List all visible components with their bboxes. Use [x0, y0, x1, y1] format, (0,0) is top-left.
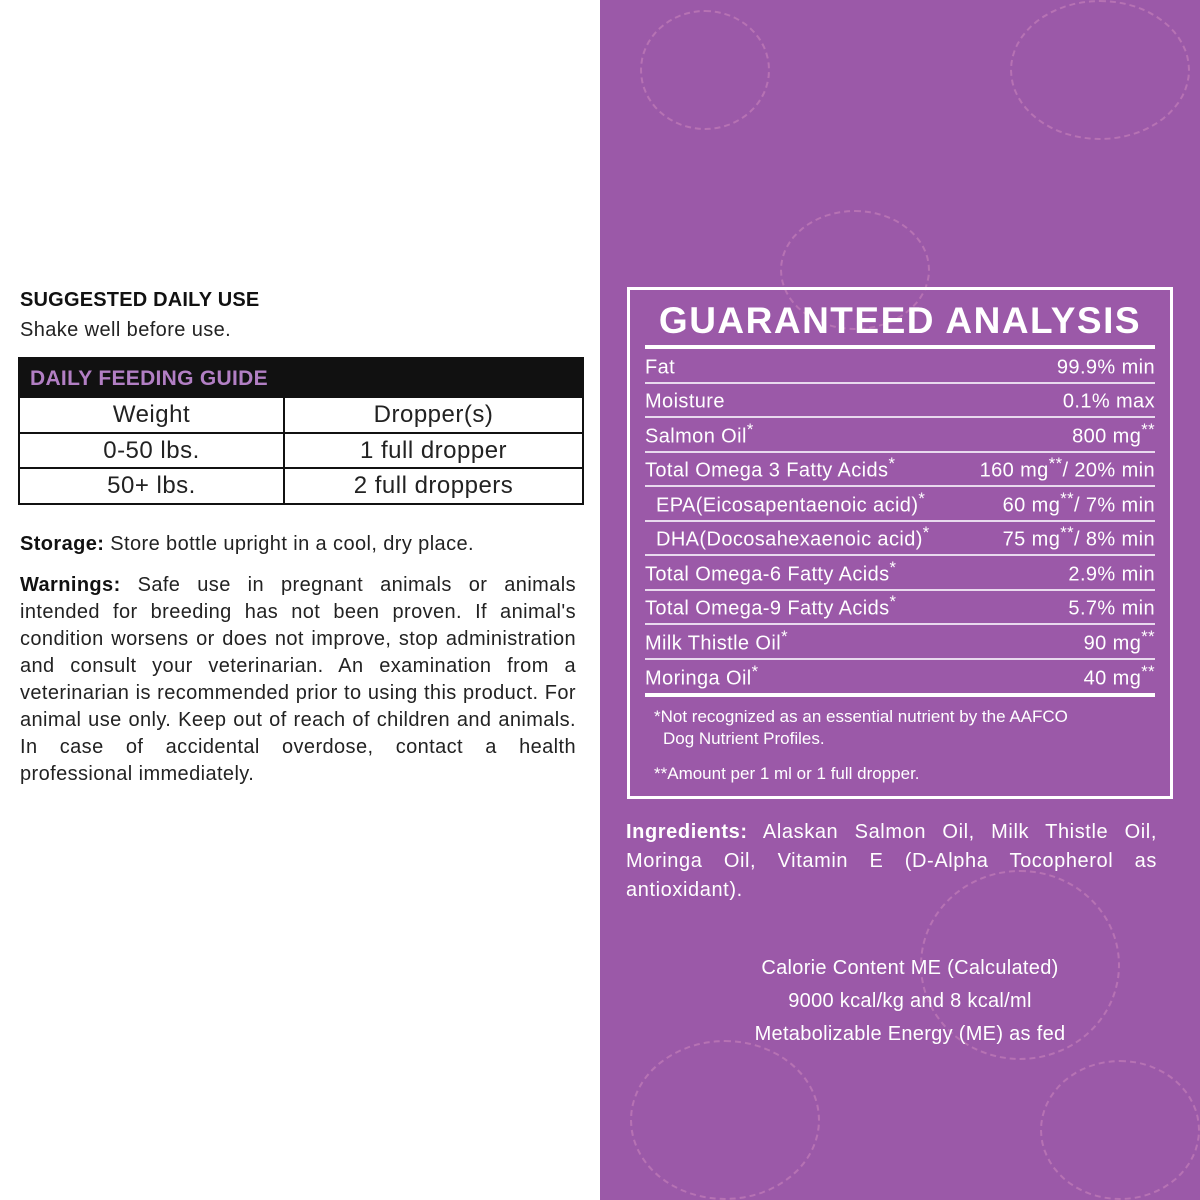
- amount: 60 mg: [1002, 494, 1061, 517]
- footnote-mark: **: [1048, 454, 1063, 474]
- amount: 40 mg: [1083, 668, 1142, 691]
- footnote-mark: *: [918, 488, 926, 508]
- footnote-mark: **: [1141, 419, 1155, 439]
- warnings-label: Warnings:: [20, 574, 121, 596]
- minimum-value: / 7% min: [1073, 494, 1155, 517]
- amount: 160 mg: [979, 460, 1049, 483]
- analysis-row: [645, 418, 1155, 453]
- nutrient-name: Total Omega-6 Fatty Acids: [645, 563, 890, 586]
- row-weight: 0-50 lbs.: [20, 433, 284, 468]
- ingredients-label: Ingredients:: [626, 821, 748, 843]
- analysis-nutrient: [645, 662, 759, 691]
- footnote-mark: **: [1141, 662, 1155, 682]
- analysis-value: [1063, 385, 1155, 414]
- minimum-value: / 20% min: [1062, 460, 1155, 483]
- warnings-body: Safe use in pregnant animals or animals intended for breeding has not been proven. If animal's condition worsens or does not improve, stop administration and consult your veterinarian. An examination from a veterinarian is recommended prior to using this product. For animal use only. Keep out of reach of children and animals. In case of accidental overdose, contact a health professional immediately.: [20, 574, 576, 785]
- suggested-use-title: SUGGESTED DAILY USE: [20, 289, 260, 311]
- feeding-guide-title: DAILY FEEDING GUIDE: [30, 366, 268, 390]
- divider: [645, 693, 1155, 697]
- calorie-line: Calorie Content ME (Calculated): [761, 957, 1059, 979]
- header-droppers: Dropper(s): [373, 401, 494, 428]
- nutrient-name: Moisture: [645, 391, 725, 414]
- analysis-nutrient: [645, 351, 675, 380]
- nutrient-name: Total Omega-9 Fatty Acids: [645, 598, 890, 621]
- row-weight: 50+ lbs.: [20, 468, 284, 503]
- decorative-flower: [1010, 0, 1190, 140]
- analysis-row: [645, 625, 1155, 660]
- analysis-row: [645, 660, 1155, 695]
- nutrient-name: Salmon Oil: [645, 425, 747, 448]
- storage-label: Storage:: [20, 533, 105, 555]
- minimum-value: 99.9% min: [1056, 356, 1155, 379]
- analysis-value: [1068, 592, 1155, 621]
- analysis-value: [1072, 420, 1155, 449]
- analysis-nutrient: [645, 454, 895, 483]
- analysis-row: [645, 453, 1155, 488]
- nutrient-name: Fat: [645, 356, 676, 379]
- decorative-flower: [630, 1040, 820, 1200]
- analysis-row: [645, 384, 1155, 419]
- decorative-flower: [1040, 1060, 1200, 1200]
- minimum-value: / 8% min: [1073, 529, 1155, 552]
- minimum-value: 0.1% max: [1062, 391, 1155, 414]
- analysis-nutrient: [645, 592, 896, 621]
- calorie-content: [600, 952, 1200, 1051]
- suggested-use-subtitle: Shake well before use.: [20, 319, 232, 341]
- footnote-mark: **: [1060, 523, 1074, 543]
- footnote-mark: *: [889, 557, 897, 577]
- feeding-guide-grid: [20, 398, 582, 503]
- analysis-row: [645, 349, 1155, 384]
- footnote-mark: **: [1060, 488, 1074, 508]
- nutrient-name: Moringa Oil: [645, 668, 752, 691]
- table-row: [20, 468, 582, 503]
- guaranteed-analysis-title: GUARANTEED ANALYSIS: [658, 300, 1142, 341]
- footnote-mark: *: [888, 454, 896, 474]
- right-panel: [600, 0, 1200, 1200]
- analysis-nutrient: [645, 558, 896, 587]
- footnote-mark: *: [889, 592, 897, 612]
- row-dose: 2 full droppers: [284, 468, 582, 503]
- footnote-nutrient: [654, 706, 1154, 750]
- analysis-row: [645, 591, 1155, 626]
- analysis-value: [980, 454, 1155, 483]
- calorie-line: 9000 kcal/kg and 8 kcal/ml: [788, 990, 1032, 1012]
- analysis-nutrient: [645, 523, 930, 552]
- storage-body: Store bottle upright in a cool, dry place.: [104, 533, 474, 555]
- analysis-value: [1068, 558, 1155, 587]
- nutrient-name: EPA(Eicosapentaenoic acid): [656, 494, 919, 517]
- row-dose: 1 full dropper: [284, 433, 582, 468]
- ingredients-body: Alaskan Salmon Oil, Milk Thistle Oil, Moringa Oil, Vitamin E (D-Alpha Tocopherol as antioxidant).: [626, 821, 1157, 901]
- analysis-value: [1003, 489, 1155, 518]
- warnings-text: [20, 572, 576, 788]
- footnote-mark: *: [781, 626, 788, 646]
- analysis-nutrient: [645, 627, 788, 656]
- amount: 800 mg: [1072, 425, 1142, 448]
- analysis-nutrient: [645, 385, 725, 414]
- footnote-mark: *: [922, 523, 930, 543]
- footnote-mark: **: [1141, 626, 1155, 646]
- guaranteed-analysis-box: [627, 287, 1173, 799]
- storage-text: [20, 533, 580, 556]
- nutrient-name: Milk Thistle Oil: [645, 632, 782, 655]
- minimum-value: 5.7% min: [1068, 598, 1155, 621]
- table-row: [20, 433, 582, 468]
- analysis-value: [1003, 523, 1155, 552]
- footnote-amount: **Amount per 1 ml or 1 full dropper.: [654, 764, 920, 783]
- analysis-value: [1057, 351, 1155, 380]
- ingredients-text: [626, 818, 1157, 905]
- decorative-flower: [640, 10, 770, 130]
- footnote-mark: *: [746, 419, 754, 439]
- feeding-guide-header: [20, 359, 582, 398]
- footnote-line: Dog Nutrient Profiles.: [663, 729, 825, 748]
- nutrient-name: DHA(Docosahexaenoic acid): [656, 529, 923, 552]
- calorie-line: Metabolizable Energy (ME) as fed: [754, 1023, 1066, 1045]
- analysis-row: [645, 487, 1155, 522]
- analysis-row: [645, 522, 1155, 557]
- footnote-line: *Not recognized as an essential nutrient by the AAFCO: [654, 707, 1068, 726]
- footnote-mark: *: [751, 662, 759, 682]
- analysis-rows: [645, 349, 1155, 694]
- amount: 90 mg: [1083, 632, 1142, 655]
- table-header-row: [20, 398, 582, 433]
- feeding-guide-table: [18, 357, 584, 505]
- nutrient-name: Total Omega 3 Fatty Acids: [645, 460, 889, 483]
- minimum-value: 2.9% min: [1068, 563, 1155, 586]
- analysis-row: [645, 556, 1155, 591]
- analysis-value: [1084, 627, 1155, 656]
- amount: 75 mg: [1002, 529, 1061, 552]
- header-weight: Weight: [20, 398, 284, 433]
- analysis-value: [1084, 662, 1155, 691]
- analysis-nutrient: [645, 489, 925, 518]
- analysis-nutrient: [645, 420, 754, 449]
